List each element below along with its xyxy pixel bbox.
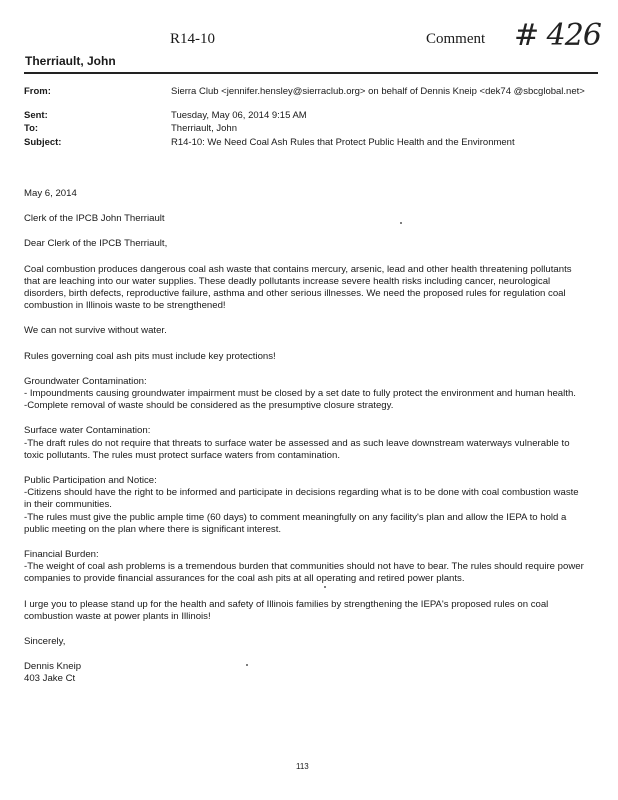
subject-label: Subject:	[24, 137, 62, 148]
to-label: To:	[24, 123, 39, 134]
paragraph-water: We can not survive without water.	[24, 325, 167, 337]
signature-address: 403 Jake Ct	[24, 673, 76, 685]
section-item: -The draft rules do not require that threats to surface water be assessed and as such leave downstream waterways vulnerable to toxic pollutants. The rules must protect surface waters from contamination.	[24, 437, 570, 461]
sent-label: Sent:	[24, 110, 48, 121]
section-item: -Citizens should have the right to be informed and participate in decisions regarding what is to be done with coal combustion waste in their communities.	[24, 487, 579, 511]
letter-body	[24, 188, 584, 686]
from-value: Sierra Club <jennifer.hensley@sierraclub.org> on behalf of Dennis Kneip <dek74 @sbcglobal.net>	[171, 86, 585, 97]
section-groundwater	[24, 376, 584, 413]
letter-date: May 6, 2014	[24, 188, 77, 199]
section-surface-water	[24, 425, 584, 462]
recipient-name-header: Therriault, John	[25, 54, 116, 68]
scan-speck	[400, 222, 402, 224]
section-public-participation	[24, 475, 584, 536]
section-title: Financial Burden:	[24, 549, 99, 561]
letter-salutation: Dear Clerk of the IPCB Therriault,	[24, 238, 168, 250]
letter-addressee: Clerk of the IPCB John Therriault	[24, 213, 165, 225]
paragraph-closing: I urge you to please stand up for the health and safety of Illinois families by strengthening the IEPA's proposed rules on coal combustion waste at power plants in Illinois!	[24, 598, 549, 622]
scan-speck	[246, 664, 248, 666]
section-item: -The weight of coal ash problems is a tremendous burden that communities should not have to bear. The rules should require power companies to provide financial assurances for the coal ash pits at all operating and retired power plants.	[24, 561, 584, 585]
section-item: -The rules must give the public ample time (60 days) to comment meaningfully on any facility's plan and allow the IEPA to hold a public meeting on the plan where there is significant interest.	[24, 511, 567, 535]
subject-value: R14-10: We Need Coal Ash Rules that Protect Public Health and the Environment	[171, 137, 515, 148]
section-title: Groundwater Contamination:	[24, 375, 147, 387]
signoff: Sincerely,	[24, 636, 66, 648]
to-value: Therriault, John	[171, 123, 238, 134]
header-divider	[24, 72, 598, 74]
signature-name: Dennis Kneip	[24, 661, 82, 673]
from-label: From:	[24, 86, 51, 97]
section-financial-burden	[24, 549, 584, 586]
scan-speck	[324, 586, 326, 588]
section-item: - Impoundments causing groundwater impairment must be closed by a set date to fully protect the environment and human health.	[24, 388, 576, 400]
docket-number: R14-10	[170, 31, 215, 47]
comment-label: Comment	[426, 31, 486, 47]
section-title: Surface water Contamination:	[24, 425, 151, 437]
page-number: 113	[296, 762, 309, 771]
handwritten-comment-number: # 426	[514, 18, 601, 53]
section-title: Public Participation and Notice:	[24, 475, 157, 487]
signature-block	[24, 661, 584, 685]
section-item: -Complete removal of waste should be considered as the presumptive closure strategy.	[24, 400, 394, 412]
paragraph-key-protections: Rules governing coal ash pits must include key protections!	[24, 350, 276, 362]
sent-value: Tuesday, May 06, 2014 9:15 AM	[171, 110, 307, 121]
paragraph-coal-combustion: Coal combustion produces dangerous coal ash waste that contains mercury, arsenic, lead and other health threatening pollutants that are leaching into our water supplies. These deadly pollutants increase severe health risks including cancer, neurological disorders, birth defects, reproductive failure, asthma and other serious illnesses. We need the proposed rules for regulation coal combustion in Illinois waste to be strengthened!	[24, 263, 572, 312]
